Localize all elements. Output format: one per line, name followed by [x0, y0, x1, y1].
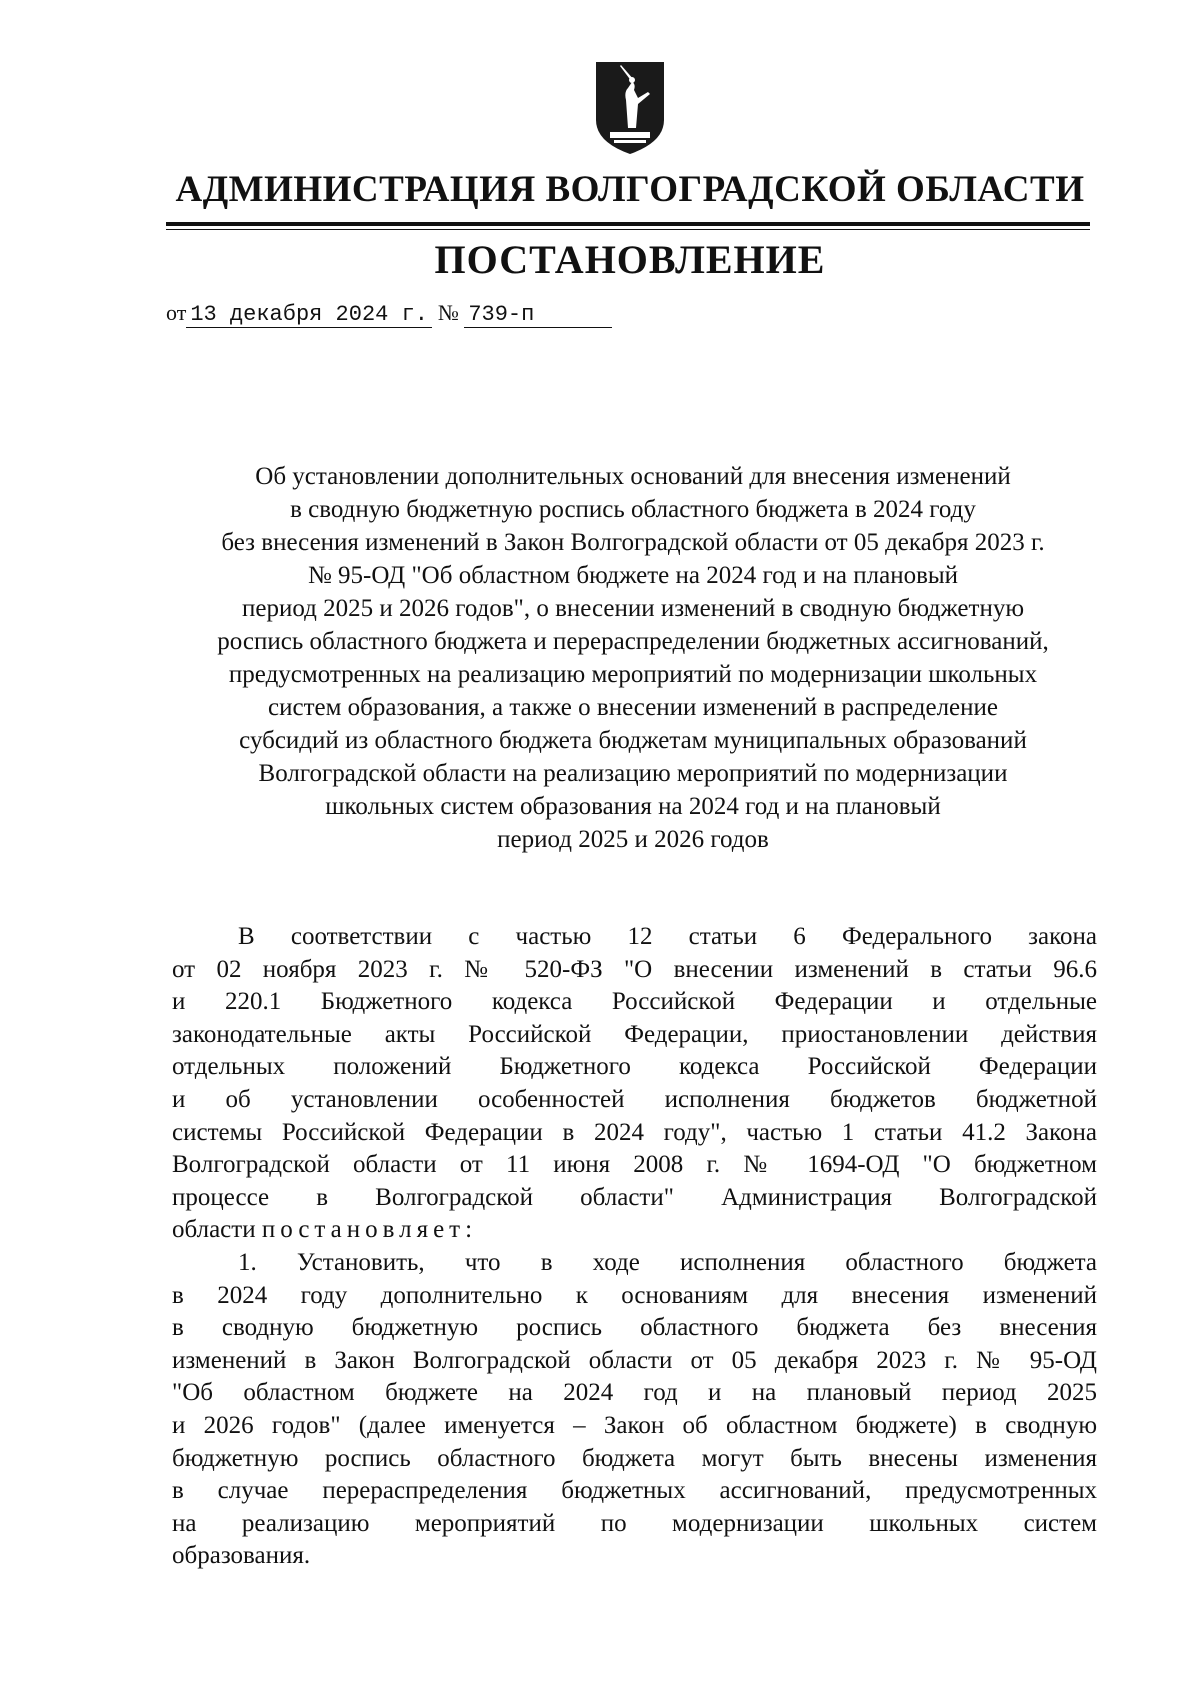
subject-line: № 95-ОД "Об областном бюджете на 2024 год и на плановый [307, 562, 959, 589]
decree-word: постановляет: [261, 1216, 478, 1244]
body-line: "Об областном бюджете на 2024 год и на плановый период 2025 [172, 1379, 1097, 1407]
body-line: от 02 ноября 2023 г. № 520-ФЗ "О внесении изменений в статьи 96.6 [172, 955, 1097, 983]
header-rule-thin [166, 229, 1090, 230]
body-line: изменений в Закон Волгоградской области от 05 декабря 2023 г. № 95-ОД [172, 1346, 1097, 1374]
date-prefix: от [166, 300, 187, 325]
document-body [172, 921, 1097, 1573]
header-rule-thick [166, 222, 1090, 226]
body-line: процессе в Волгоградской области" Администрация Волгоградской [172, 1183, 1097, 1211]
subject-line: предусмотренных на реализацию мероприятий по модернизации школьных [228, 661, 1038, 688]
body-line: образования. [172, 1542, 311, 1570]
date-number-line [166, 300, 612, 330]
subject-line: субсидий из областного бюджета бюджетам муниципальных образований [239, 727, 1027, 754]
body-line: законодательные акты Российской Федерации, приостановлении действия [172, 1020, 1097, 1048]
body-line: и 2026 годов" (далее именуется – Закон об областном бюджете) в сводную [172, 1411, 1097, 1439]
body-line: системы Российской Федерации в 2024 году", частью 1 статьи 41.2 Закона [172, 1118, 1097, 1146]
number-prefix: № [437, 300, 459, 325]
subject-line: систем образования, а также о внесении изменений в распределение [268, 694, 998, 721]
body-line: на реализацию мероприятий по модернизации школьных систем [172, 1509, 1097, 1537]
document-number: 739-п [464, 303, 612, 328]
subject-line: роспись областного бюджета и перераспределении бюджетных ассигнований, [217, 628, 1049, 655]
preamble-tail: области [172, 1216, 256, 1244]
item-1-paragraph [172, 1247, 1097, 1573]
body-line: 1. Установить, что в ходе исполнения областного бюджета [238, 1248, 1097, 1276]
document-subject [168, 460, 1098, 856]
body-line: бюджетную роспись областного бюджета могут быть внесены изменения [172, 1444, 1097, 1472]
body-line: отдельных положений Бюджетного кодекса Российской Федерации [172, 1053, 1097, 1081]
subject-line: Об установлении дополнительных оснований для внесения изменений [255, 463, 1011, 490]
subject-line: период 2025 и 2026 годов", о внесении изменений в сводную бюджетную [241, 595, 1025, 622]
subject-line: период 2025 и 2026 годов [497, 826, 769, 853]
body-line: В соответствии с частью 12 статьи 6 Федерального закона [238, 923, 1097, 950]
subject-line: Волгоградской области на реализацию мероприятий по модернизации [258, 760, 1008, 787]
subject-line: в сводную бюджетную роспись областного бюджета в 2024 году [290, 496, 976, 523]
body-line: в случае перераспределения бюджетных ассигнований, предусмотренных [172, 1477, 1097, 1505]
coat-of-arms-emblem [590, 58, 670, 158]
body-line: в сводную бюджетную роспись областного бюджета без внесения [172, 1314, 1097, 1342]
body-line: и 220.1 Бюджетного кодекса Российской Федерации и отдельные [172, 988, 1097, 1016]
document-type-title: ПОСТАНОВЛЕНИЕ [434, 237, 826, 282]
preamble-paragraph [172, 921, 1097, 1247]
document-date: 13 декабря 2024 г. [186, 303, 432, 328]
body-line: в 2024 году дополнительно к основаниям для внесения изменений [172, 1281, 1097, 1309]
body-line: Волгоградской области от 11 июня 2008 г. № 1694-ОД "О бюджетном [172, 1151, 1097, 1179]
subject-line: без внесения изменений в Закон Волгоградской области от 05 декабря 2023 г. [221, 529, 1045, 556]
subject-line: школьных систем образования на 2024 год и на плановый [325, 793, 941, 820]
body-line [172, 1214, 1097, 1247]
organization-title: АДМИНИСТРАЦИЯ ВОЛГОГРАДСКОЙ ОБЛАСТИ [175, 169, 1085, 210]
body-line: и об установлении особенностей исполнения бюджетов бюджетной [172, 1085, 1097, 1113]
